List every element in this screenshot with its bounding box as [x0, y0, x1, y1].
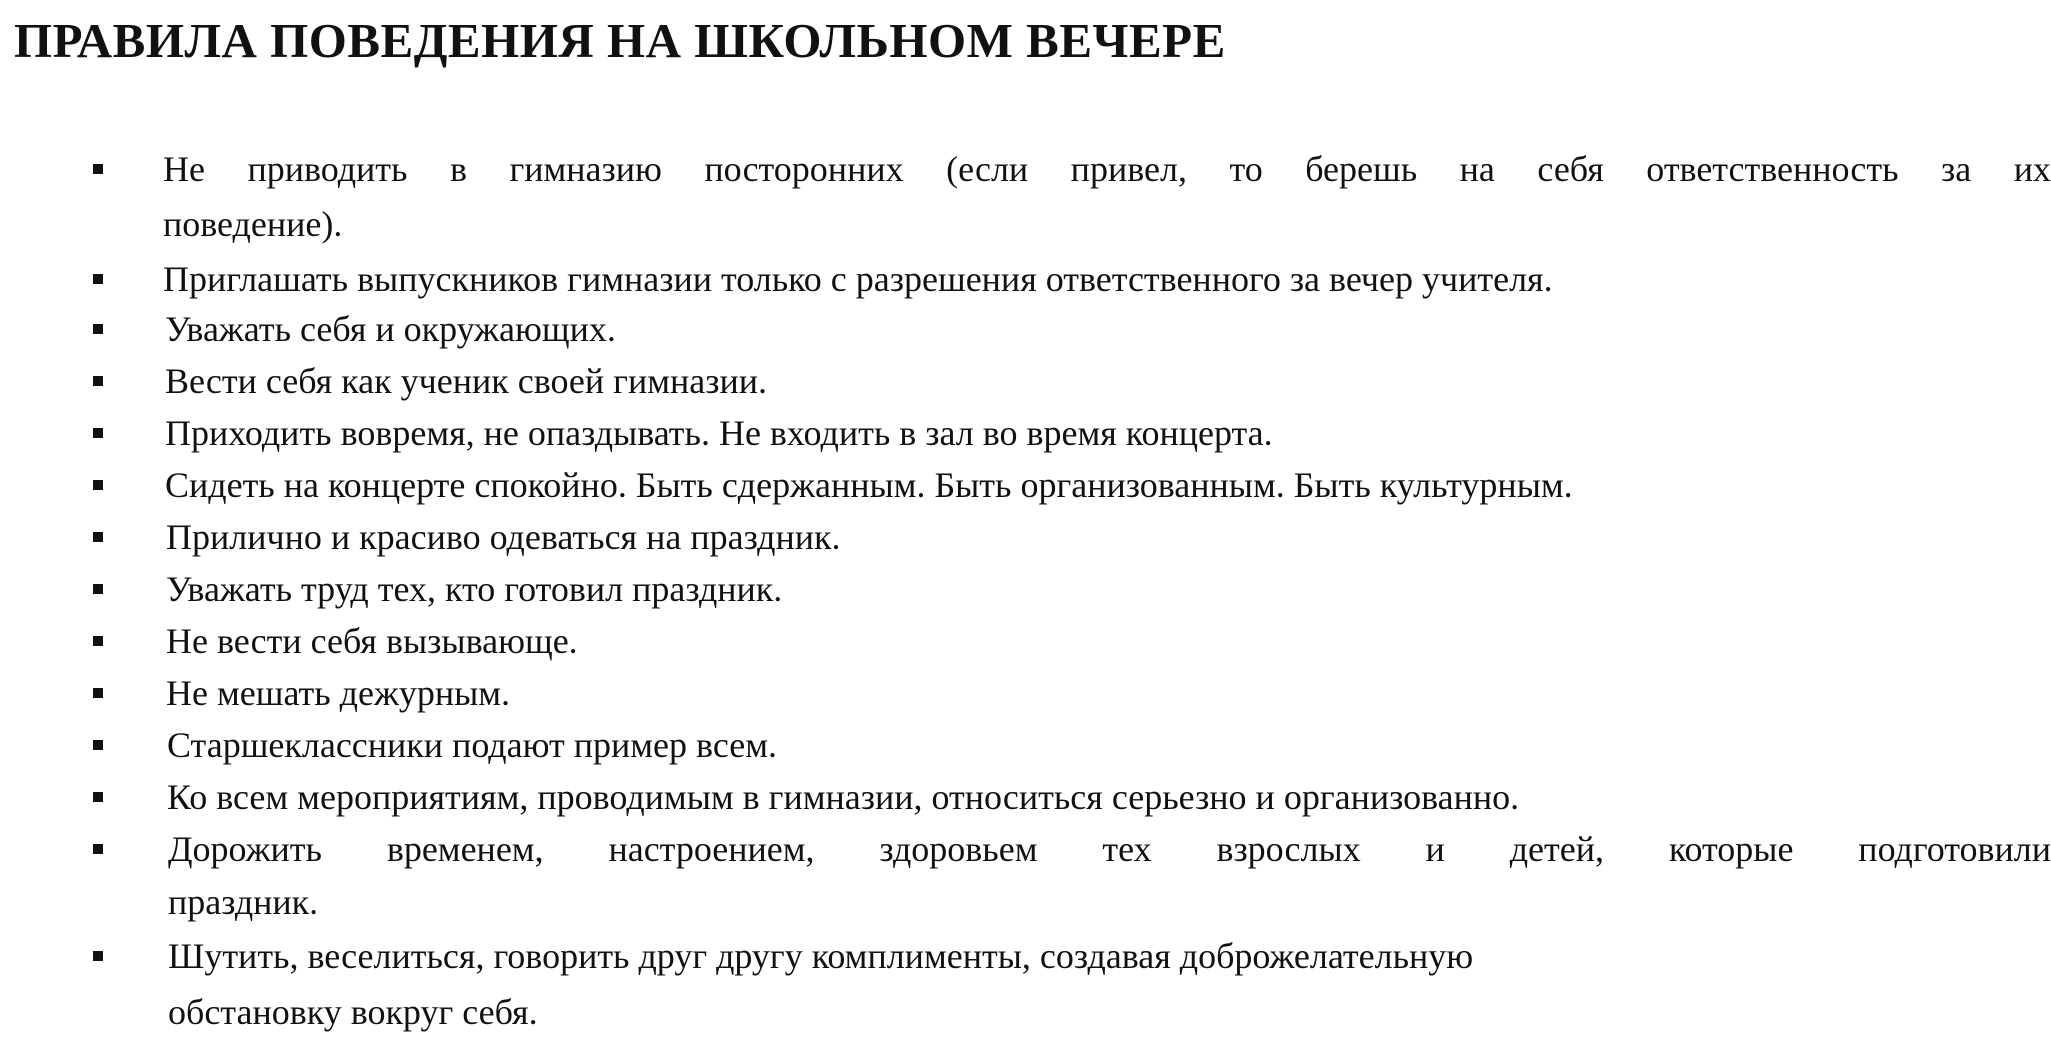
bullet-icon: [93, 274, 103, 284]
rule-text-line: поведение).: [163, 204, 343, 244]
bullet-icon: [93, 480, 103, 490]
rule-text-line: Ко всем мероприятиям, проводимым в гимназии, относиться серьезно и организованно.: [167, 777, 1520, 817]
rule-text-line: Не приводить в гимназию посторонних (если привел, то берешь на себя ответственность за их: [163, 149, 2051, 189]
bullet-icon: [93, 844, 103, 854]
bullet-icon: [93, 164, 103, 174]
rule-text-line: Вести себя как ученик своей гимназии.: [165, 361, 767, 401]
rule-text-line: Не мешать дежурным.: [166, 673, 511, 713]
rule-text-line: Уважать труд тех, кто готовил праздник.: [166, 569, 783, 609]
bullet-icon: [93, 428, 103, 438]
rule-text-line: Сидеть на концерте спокойно. Быть сдержанным. Быть организованным. Быть культурным.: [165, 465, 1573, 505]
bullet-icon: [93, 636, 103, 646]
bullet-icon: [93, 584, 103, 594]
rule-text-line: Приходить вовремя, не опаздывать. Не входить в зал во время концерта.: [165, 413, 1273, 453]
rule-text-line: Старшеклассники подают пример всем.: [167, 725, 777, 765]
bullet-icon: [93, 792, 103, 802]
bullet-icon: [93, 532, 103, 542]
page-title: ПРАВИЛА ПОВЕДЕНИЯ НА ШКОЛЬНОМ ВЕЧЕРЕ: [14, 13, 1226, 68]
rule-text-line: праздник.: [168, 882, 319, 922]
rule-text-line: Дорожить временем, настроением, здоровьем тех взрослых и детей, которые подготовили: [168, 829, 2051, 869]
rule-text-line: Уважать себя и окружающих.: [165, 309, 616, 349]
rule-text-line: Шутить, веселиться, говорить друг другу комплименты, создавая доброжелательную: [168, 936, 1474, 976]
rule-text-line: Не вести себя вызывающе.: [166, 621, 578, 661]
bullet-icon: [93, 688, 103, 698]
rule-text-line: Прилично и красиво одеваться на праздник.: [166, 517, 841, 557]
bullet-icon: [93, 951, 103, 961]
bullet-icon: [93, 324, 103, 334]
bullet-icon: [93, 376, 103, 386]
rule-text-line: Приглашать выпускников гимназии только с разрешения ответственного за вечер учителя.: [163, 259, 1553, 299]
bullet-icon: [93, 740, 103, 750]
rule-text-line: обстановку вокруг себя.: [168, 992, 538, 1032]
